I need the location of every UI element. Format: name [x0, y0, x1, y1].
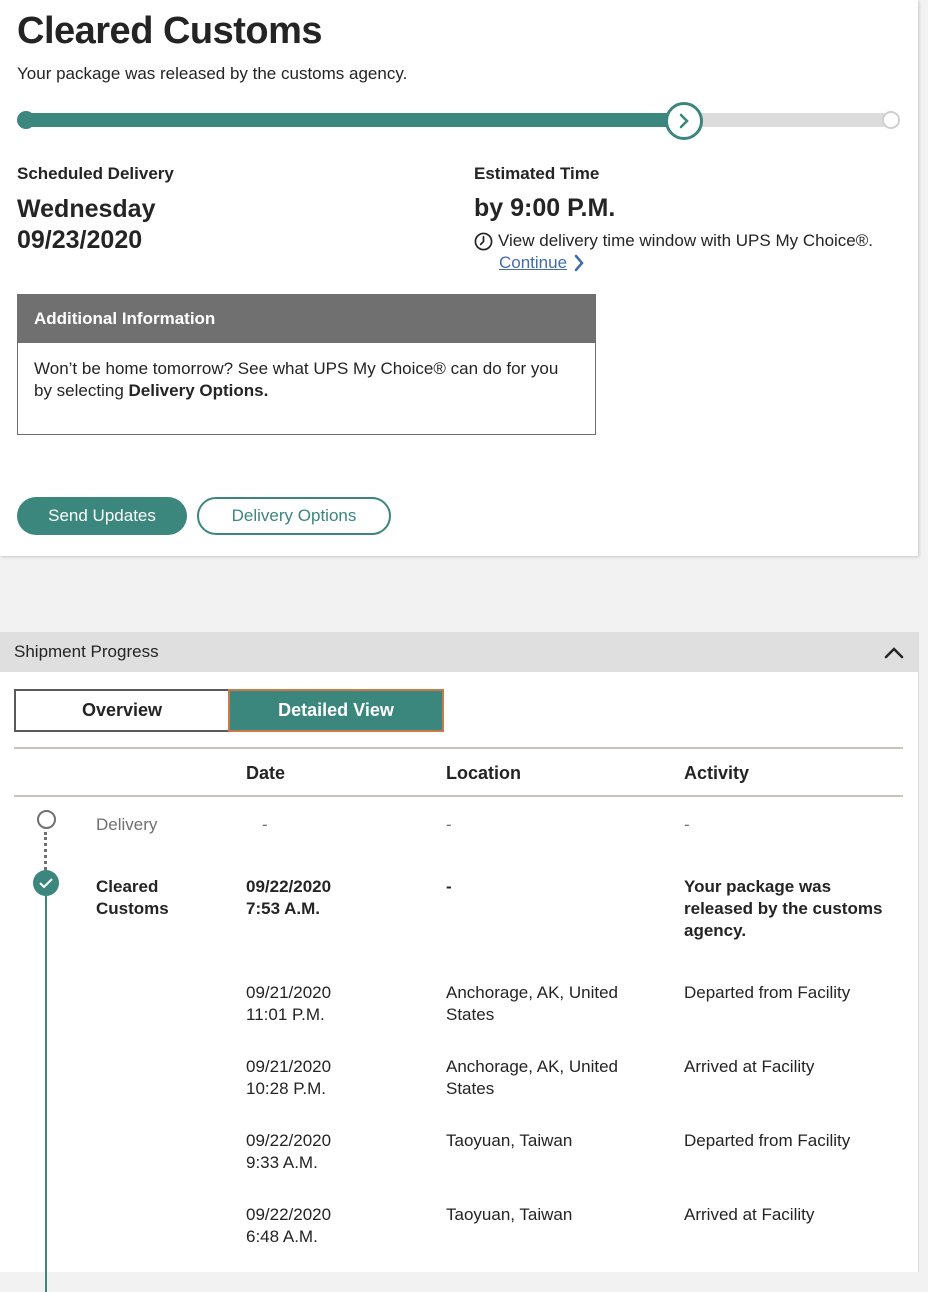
scheduled-day: Wednesday: [17, 195, 156, 223]
milestone-time: 7:53 A.M.: [246, 899, 321, 918]
chevron-up-icon[interactable]: [884, 645, 904, 659]
shipment-status-card: [0, 0, 918, 556]
estimated-time-value: by 9:00 P.M.: [474, 194, 616, 222]
event-datetime: [246, 1130, 331, 1174]
table-rule-top: [14, 747, 903, 749]
delivery-options-button[interactable]: Delivery Options: [197, 497, 391, 535]
shipment-progress-title: Shipment Progress: [14, 642, 159, 661]
chevron-right-icon: [573, 254, 585, 272]
event-time: 9:33 A.M.: [246, 1153, 318, 1172]
additional-information-heading: Additional Information: [18, 295, 595, 343]
event-time: 10:28 P.M.: [246, 1079, 327, 1098]
progress-marker: [665, 102, 703, 140]
estimate-note-text: View delivery time window with UPS My Choice®.: [498, 231, 874, 250]
event-activity: Departed from Facility: [684, 983, 851, 1002]
view-toggle: [14, 689, 444, 732]
progress-bar: [18, 113, 898, 127]
additional-information-box: [17, 294, 596, 435]
timeline-dot-pending: [37, 810, 56, 829]
additional-information-body: [18, 343, 595, 417]
milestone-location: -: [446, 815, 452, 834]
progress-end-dot: [882, 111, 900, 129]
chevron-right-icon: [677, 113, 691, 129]
scheduled-delivery-value: [17, 194, 155, 256]
event-datetime: [246, 1056, 331, 1100]
event-date: 09/22/2020: [246, 1205, 332, 1224]
shipment-progress-header[interactable]: [0, 632, 918, 672]
tab-overview[interactable]: Overview: [14, 689, 228, 732]
progress-start-dot: [17, 111, 35, 129]
column-header-activity: Activity: [684, 763, 750, 783]
event-time: 6:48 A.M.: [246, 1227, 318, 1246]
event-location: Taoyuan, Taiwan: [446, 1205, 573, 1224]
event-date: 09/21/2020: [246, 983, 332, 1002]
estimated-time-label: Estimated Time: [474, 164, 600, 183]
timeline-dot-current: [33, 870, 59, 896]
event-activity: Arrived at Facility: [684, 1205, 815, 1224]
scheduled-delivery-label: Scheduled Delivery: [17, 164, 174, 183]
estimate-note: [474, 231, 873, 251]
milestone-date: 09/22/2020: [246, 877, 332, 896]
clock-icon: [474, 232, 493, 251]
timeline-line: [45, 892, 47, 1292]
milestone-date: -: [262, 815, 268, 834]
checkmark-icon: [39, 877, 53, 889]
milestone-name: Cleared Customs: [96, 877, 169, 918]
milestone-activity: Your package was released by the customs agency.: [684, 877, 883, 940]
info-body-bold: Delivery Options.: [128, 381, 269, 400]
milestone-activity: -: [684, 815, 690, 834]
continue-link-label[interactable]: Continue: [499, 253, 568, 272]
progress-fill: [18, 113, 687, 127]
event-date: 09/22/2020: [246, 1131, 332, 1150]
status-subtitle: Your package was released by the customs agency.: [17, 64, 408, 83]
info-body-text: Won’t be home tomorrow? See what UPS My Choice® can do for you by selecting: [34, 359, 559, 400]
event-activity: Arrived at Facility: [684, 1057, 815, 1076]
event-location: Taoyuan, Taiwan: [446, 1131, 573, 1150]
status-title: Cleared Customs: [17, 10, 323, 52]
column-header-location: Location: [446, 763, 521, 783]
milestone-location: -: [446, 877, 452, 896]
scheduled-date: 09/23/2020: [17, 226, 143, 254]
column-header-date: Date: [246, 763, 286, 783]
send-updates-button[interactable]: Send Updates: [17, 497, 187, 535]
event-location: Anchorage, AK, United States: [446, 983, 619, 1024]
table-rule-bottom: [14, 795, 903, 797]
event-activity: Departed from Facility: [684, 1131, 851, 1150]
event-datetime: [246, 1204, 331, 1248]
event-location: Anchorage, AK, United States: [446, 1057, 619, 1098]
event-datetime: [246, 982, 331, 1026]
milestone-datetime: [246, 876, 331, 920]
shipment-progress-panel: [0, 632, 919, 1272]
tab-detailed-view[interactable]: Detailed View: [228, 689, 444, 732]
event-date: 09/21/2020: [246, 1057, 332, 1076]
event-time: 11:01 P.M.: [246, 1005, 325, 1024]
milestone-name: Delivery: [96, 815, 158, 834]
continue-link[interactable]: [499, 253, 585, 273]
